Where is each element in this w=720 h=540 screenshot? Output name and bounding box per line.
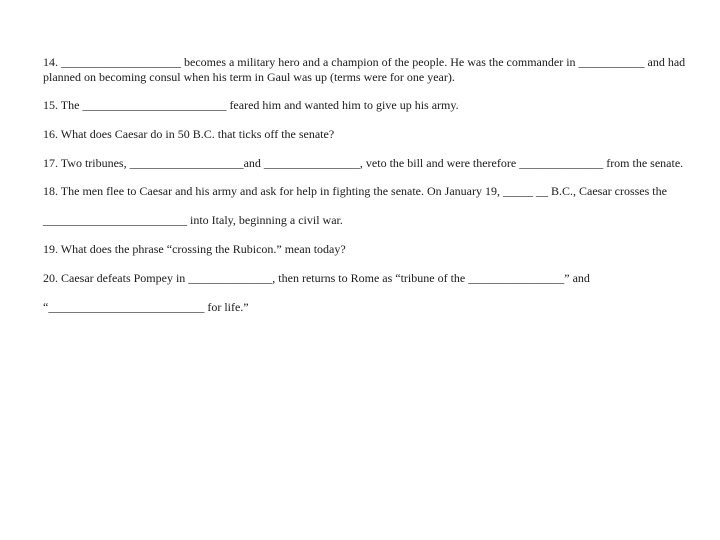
question-14-line-1: 14. ____________________ becomes a military hero and a champion of the people. He was the commander in ___________ and had bbox=[43, 55, 686, 69]
question-19: 19. What does the phrase “crossing the Rubicon.” mean today? bbox=[43, 242, 346, 256]
question-18-line-1: 18. The men flee to Caesar and his army and ask for help in fighting the senate. On January 19, _____ __ B.C., Caesar crosses the bbox=[43, 184, 667, 198]
question-20-line-1: 20. Caesar defeats Pompey in ______________, then returns to Rome as “tribune of the ________________” and bbox=[43, 271, 590, 285]
question-18-line-2: ________________________ into Italy, beginning a civil war. bbox=[43, 213, 343, 227]
question-14-line-2: planned on becoming consul when his term in Gaul was up (terms were for one year). bbox=[43, 70, 455, 84]
question-17: 17. Two tribunes, ___________________and ________________, veto the bill and were therefore ______________ from the senate. bbox=[43, 156, 684, 170]
question-15: 15. The ________________________ feared him and wanted him to give up his army. bbox=[43, 98, 459, 112]
question-20-line-2: “__________________________ for life.” bbox=[43, 300, 249, 314]
question-16: 16. What does Caesar do in 50 B.C. that ticks off the senate? bbox=[43, 127, 335, 141]
